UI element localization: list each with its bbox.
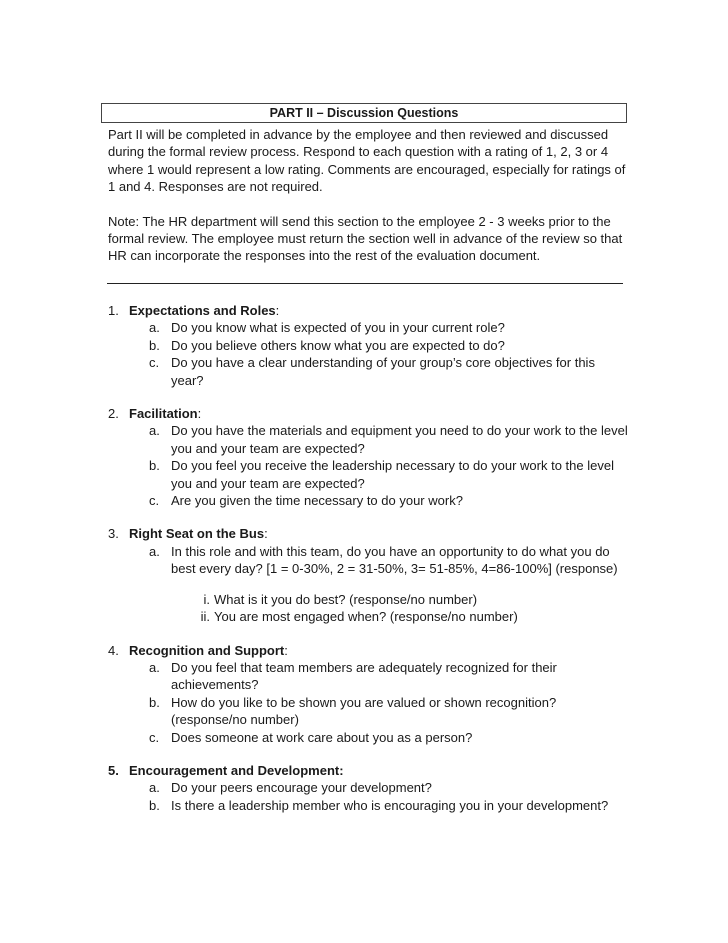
section-number: 4. — [108, 642, 119, 658]
instructions — [108, 126, 628, 265]
question-item — [108, 319, 628, 336]
sub-question-numeral: ii. — [200, 609, 210, 625]
question-item — [108, 797, 628, 814]
question-letter: b. — [149, 458, 160, 474]
question-item — [108, 779, 628, 796]
sub-question-list — [108, 591, 628, 626]
section-heading — [108, 302, 628, 319]
question-item — [108, 659, 628, 694]
question-section — [108, 762, 628, 814]
question-text: Do you feel you receive the leadership necessary to do your work to the level you and your team are expected? — [171, 458, 614, 491]
section-heading-colon: : — [197, 406, 202, 422]
section-heading-title: Encouragement and Development — [129, 762, 340, 778]
question-section — [108, 405, 628, 509]
sub-question-text: What is it you do best? (response/no number) — [214, 591, 478, 607]
question-letter: a. — [149, 320, 160, 336]
section-heading-title: Recognition and Support — [129, 642, 285, 658]
section-heading-colon: : — [339, 762, 344, 778]
sub-question-item — [108, 608, 628, 625]
section-title-box — [101, 103, 627, 123]
question-list — [108, 302, 628, 830]
question-letter: a. — [149, 543, 160, 559]
section-heading — [108, 525, 628, 542]
question-letter: c. — [149, 729, 160, 745]
section-title: PART II – Discussion Questions — [269, 106, 459, 120]
question-text: Do you have the materials and equipment you need to do your work to the level you and your team are expected? — [171, 423, 628, 456]
section-number: 2. — [108, 406, 119, 422]
sub-question-item — [108, 591, 628, 608]
question-item — [108, 492, 628, 509]
question-item — [108, 457, 628, 492]
section-heading — [108, 405, 628, 422]
question-item — [108, 422, 628, 457]
question-text: Does someone at work care about you as a person? — [171, 729, 473, 745]
question-item — [108, 729, 628, 746]
question-item — [108, 543, 628, 578]
question-text: Do you believe others know what you are expected to do? — [171, 337, 505, 353]
question-letter: a. — [149, 423, 160, 439]
question-section — [108, 525, 628, 625]
section-number: 3. — [108, 526, 119, 542]
question-item — [108, 694, 628, 729]
question-text: Do your peers encourage your development? — [171, 780, 432, 796]
sub-question-numeral: i. — [203, 591, 210, 607]
question-letter: c. — [149, 355, 160, 371]
question-text: In this role and with this team, do you have an opportunity to do what you do best every day? [1 = 0-30%, 2 = 31-50%, 3= 51-85%, 4=86-100%] (response) — [171, 543, 618, 577]
question-text: How do you like to be shown you are valued or shown recognition? (response/no number) — [171, 694, 557, 728]
question-section — [108, 642, 628, 746]
question-letter: a. — [149, 659, 160, 675]
question-letter: b. — [149, 337, 160, 353]
sub-question-text: You are most engaged when? (response/no number) — [214, 609, 518, 625]
note-paragraph: Note: The HR department will send this section to the employee 2 - 3 weeks prior to the formal review. The employee must return the section well in advance of the review so that HR can incorporate the responses into the rest of the evaluation document. — [108, 213, 623, 264]
question-letter: a. — [149, 780, 160, 796]
section-heading-colon: : — [264, 526, 268, 542]
section-heading — [108, 642, 628, 659]
section-number: 5. — [108, 762, 119, 778]
question-text: Do you feel that team members are adequately recognized for their achievements? — [171, 659, 557, 693]
question-letter: c. — [149, 493, 160, 509]
question-letter: b. — [149, 797, 160, 813]
section-heading-title: Expectations and Roles — [129, 303, 276, 318]
question-section — [108, 302, 628, 389]
divider-line — [107, 283, 623, 284]
question-text: Are you given the time necessary to do your work? — [171, 493, 463, 509]
section-heading-colon: : — [284, 642, 288, 658]
section-number: 1. — [108, 303, 119, 318]
section-heading-title: Facilitation — [129, 406, 198, 422]
question-text: Do you know what is expected of you in your current role? — [171, 320, 505, 336]
section-heading — [108, 762, 628, 779]
question-item — [108, 337, 628, 354]
question-item — [108, 354, 628, 389]
section-heading-title: Right Seat on the Bus — [129, 526, 265, 542]
question-text: Is there a leadership member who is encouraging you in your development? — [171, 797, 609, 813]
section-heading-colon: : — [275, 303, 280, 318]
question-letter: b. — [149, 694, 160, 710]
question-text: Do you have a clear understanding of your group’s core objectives for this year? — [171, 355, 595, 388]
instructions-paragraph: Part II will be completed in advance by the employee and then reviewed and discussed during the formal review process. Respond to each question with a rating of 1, 2, 3 or 4 where 1 would represent a low rating. Comments are encouraged, especially for ratings of 1 and 4. Responses are not required. — [108, 127, 626, 195]
